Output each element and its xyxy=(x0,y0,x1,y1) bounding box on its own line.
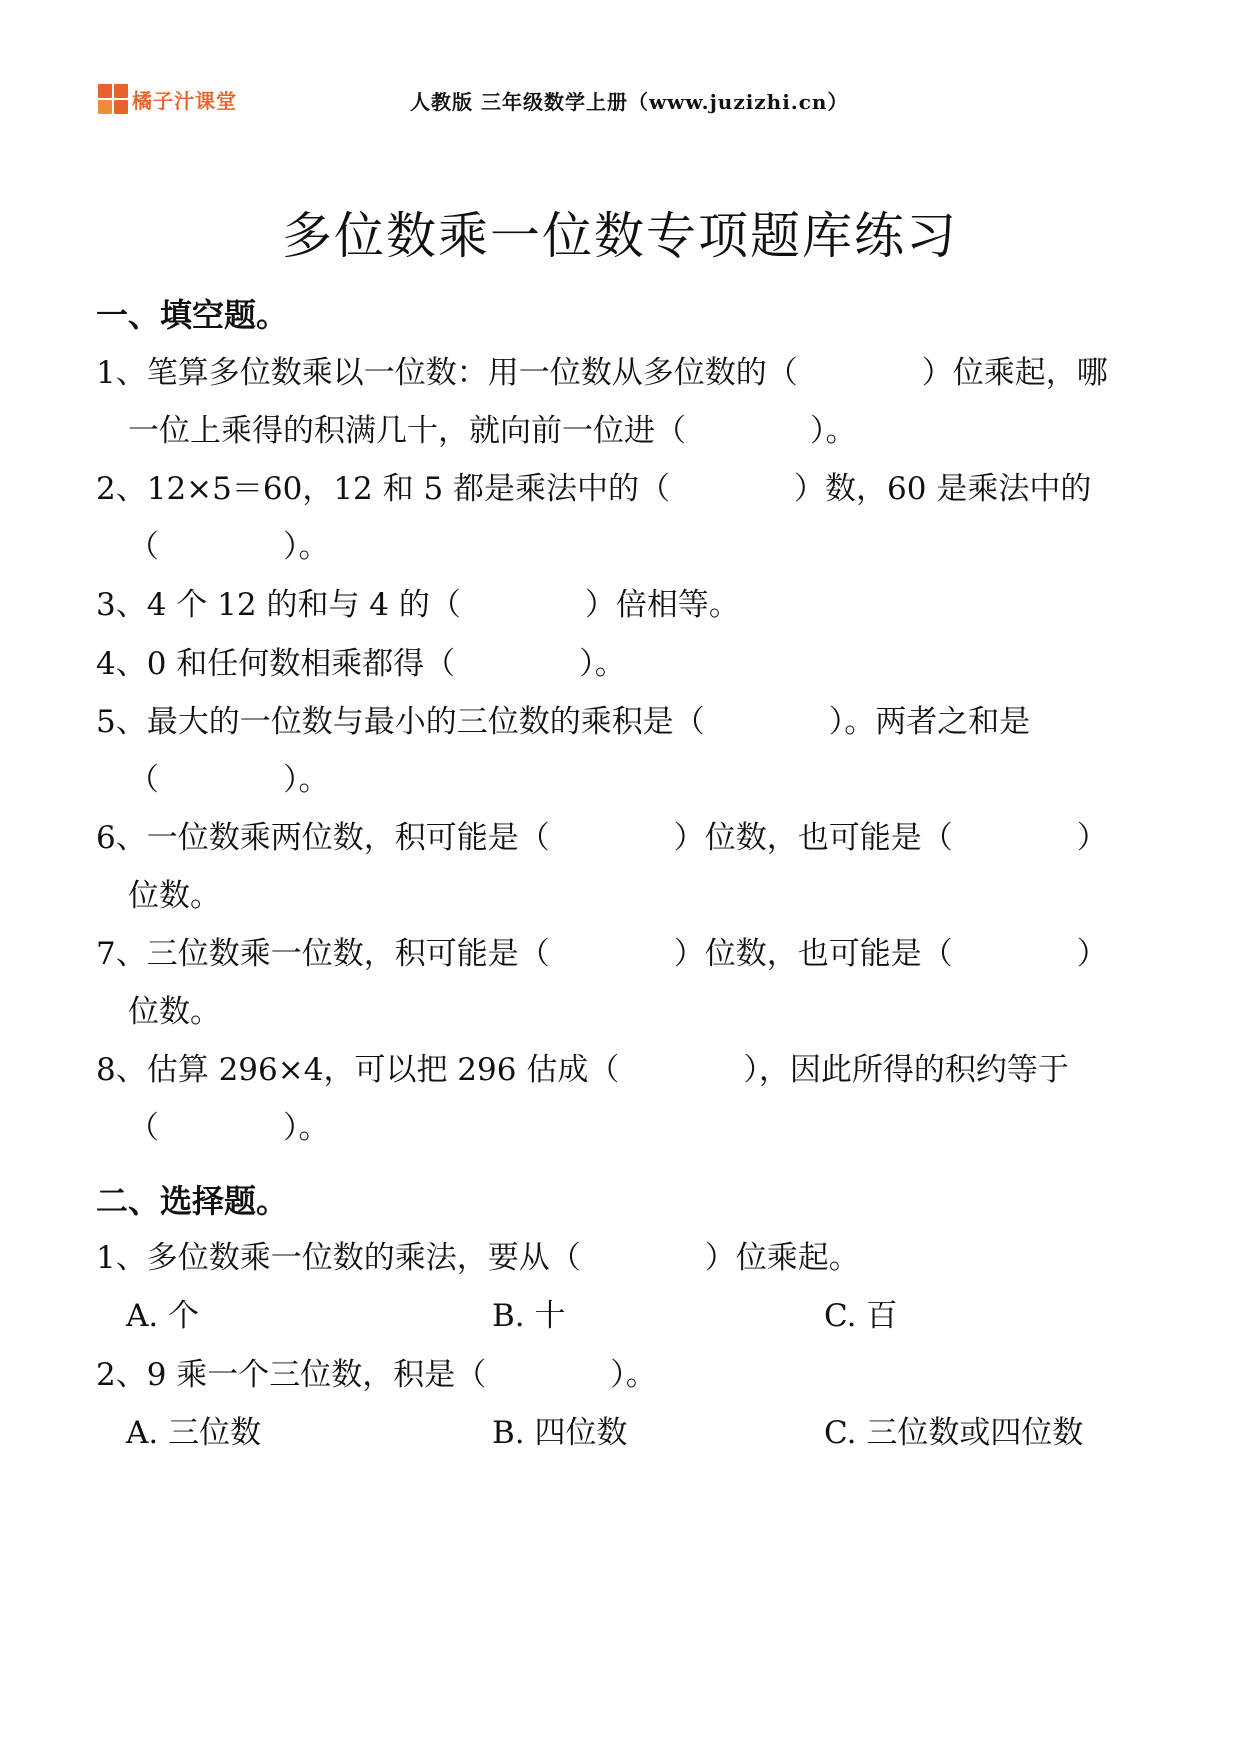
question-line: 位数。 xyxy=(128,994,221,1030)
logo xyxy=(98,84,237,114)
question-line: 4、0 和任何数相乘都得（ ）。 xyxy=(96,646,626,682)
question-line: （ ）。 xyxy=(128,529,330,565)
question-line: 7、三位数乘一位数，积可能是（ ）位数，也可能是（ ） xyxy=(96,936,1108,972)
question-line: 2、12×5＝60，12 和 5 都是乘法中的（ ）数，60 是乘法中的 xyxy=(96,471,1092,507)
choice-option: B. 十 xyxy=(492,1298,566,1334)
section-heading-choice: 二、选择题。 xyxy=(96,1182,289,1220)
question-line: 5、最大的一位数与最小的三位数的乘积是（ ）。两者之和是 xyxy=(96,704,1031,740)
choice-question-2: 2、9 乘一个三位数，积是（ ）。 xyxy=(96,1357,657,1393)
choice-option: A. 三位数 xyxy=(126,1415,262,1451)
page-header xyxy=(0,78,1240,118)
choice-option: C. 三位数或四位数 xyxy=(824,1415,1084,1451)
choice-question-1: 1、多位数乘一位数的乘法，要从（ ）位乘起。 xyxy=(96,1240,860,1276)
question-line: （ ）。 xyxy=(128,1110,330,1146)
logo-text: 橘子汁课堂 xyxy=(132,88,237,113)
page-title: 多位数乘一位数专项题库练习 xyxy=(282,207,958,265)
question-line: （ ）。 xyxy=(128,762,330,798)
question-line: 6、一位数乘两位数，积可能是（ ）位数，也可能是（ ） xyxy=(96,820,1108,856)
logo-icon xyxy=(98,84,128,114)
question-line: 一位上乘得的积满几十，就向前一位进（ ）。 xyxy=(128,413,857,449)
question-line: 3、4 个 12 的和与 4 的（ ）倍相等。 xyxy=(96,587,740,623)
header-subtitle: 人教版 三年级数学上册（www.juzizhi.cn） xyxy=(410,90,849,114)
choice-option: A. 个 xyxy=(126,1298,200,1334)
question-line: 1、笔算多位数乘以一位数：用一位数从多位数的（ ）位乘起，哪 xyxy=(96,355,1108,391)
choice-option: C. 百 xyxy=(824,1298,898,1334)
choice-option: B. 四位数 xyxy=(492,1415,628,1451)
question-line: 8、估算 296×4，可以把 296 估成（ ），因此所得的积约等于 xyxy=(96,1052,1069,1088)
question-line: 位数。 xyxy=(128,878,221,914)
section-heading-fill-blank: 一、填空题。 xyxy=(96,296,289,334)
